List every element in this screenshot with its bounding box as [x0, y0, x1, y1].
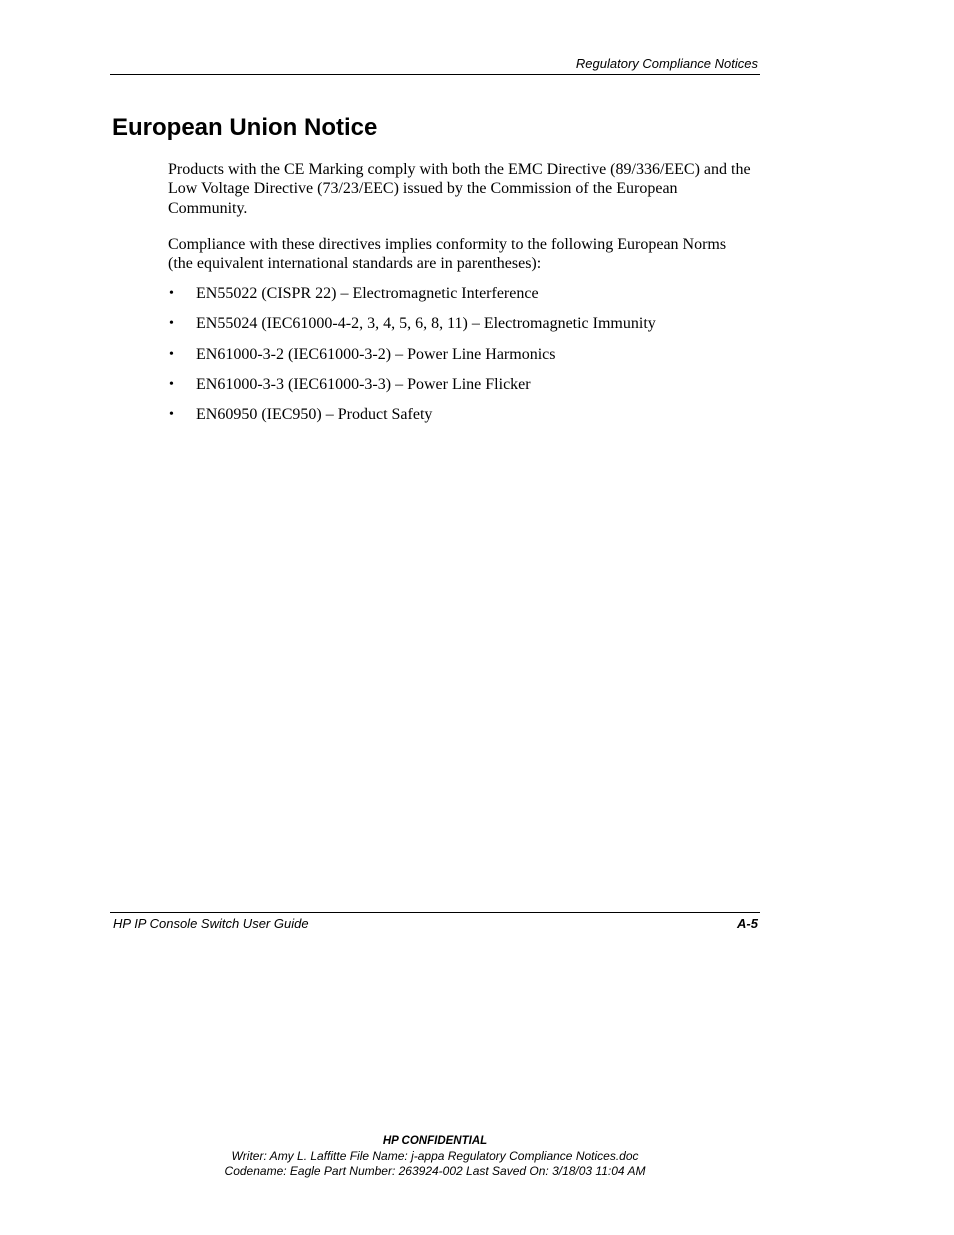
list-item [168, 284, 758, 314]
confidential-codename-line: Codename: Eagle Part Number: 263924-002 Last Saved On: 3/18/03 11:04 AM [224, 1164, 646, 1178]
list-item [168, 345, 758, 375]
bullet-icon: • [169, 407, 174, 423]
confidential-block [110, 1134, 760, 1179]
list-item-text: EN61000-3-3 (IEC61000-3-3) – Power Line Flicker [196, 375, 531, 393]
list-item [168, 375, 758, 405]
paragraph-compliance: Compliance with these directives implies conformity to the following European Norms (the equivalent international standards are in parentheses): [168, 236, 727, 273]
confidential-writer-line: Writer: Amy L. Laffitte File Name: j-appa Regulatory Compliance Notices.doc [231, 1149, 639, 1163]
page-number: A-5 [737, 916, 758, 931]
confidential-label: HP CONFIDENTIAL [382, 1135, 488, 1147]
list-item-text: EN61000-3-2 (IEC61000-3-2) – Power Line Harmonics [196, 345, 556, 363]
running-header-title: Regulatory Compliance Notices [575, 56, 758, 71]
running-header [110, 55, 760, 75]
list-item [168, 405, 758, 435]
bullet-icon: • [169, 316, 174, 332]
bullet-icon: • [169, 346, 174, 362]
list-item-text: EN55024 (IEC61000-4-2, 3, 4, 5, 6, 8, 11) – Electromagnetic Immunity [196, 315, 656, 333]
list-item-text: EN60950 (IEC950) – Product Safety [196, 406, 433, 424]
paragraph-ce-marking: Products with the CE Marking comply with both the EMC Directive (89/336/EEC) and the Low Voltage Directive (73/23/EEC) issued by the Commission of the European Community. [168, 161, 751, 217]
list-item-text: EN55022 (CISPR 22) – Electromagnetic Interference [196, 285, 539, 302]
running-footer [110, 912, 760, 935]
footer-book-title: HP IP Console Switch User Guide [113, 916, 309, 931]
bullet-icon: • [169, 376, 174, 392]
norms-list [168, 284, 758, 435]
list-item [168, 314, 758, 344]
bullet-icon: • [169, 286, 174, 301]
section-title: European Union Notice [112, 114, 378, 141]
